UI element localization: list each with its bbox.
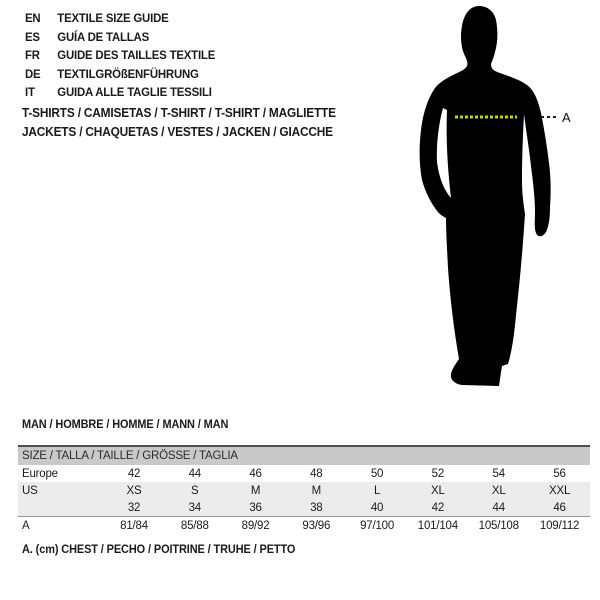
size-cell: 48 <box>310 467 323 480</box>
size-cell: 93/96 <box>286 517 347 535</box>
size-cell: 81/84 <box>104 517 165 535</box>
row-label: US <box>18 482 104 499</box>
language-row <box>25 46 215 65</box>
size-cell: 36 <box>225 499 286 517</box>
size-cell: 46 <box>529 499 590 517</box>
size-cell: 56 <box>553 467 566 480</box>
section-title-man: MAN / HOMBRE / HOMME / MANN / MAN <box>22 419 229 431</box>
size-cell: 109/112 <box>529 517 590 535</box>
size-cell: S <box>164 482 225 499</box>
size-cell: XL <box>407 482 468 499</box>
row-label: Europe <box>22 467 58 480</box>
language-code: IT <box>25 85 35 99</box>
size-cell: 50 <box>370 467 384 480</box>
measurement-footnote: A. (cm) CHEST / PECHO / POITRINE / TRUHE / PETTO <box>22 544 296 556</box>
language-code: FR <box>25 48 40 62</box>
language-code: ES <box>25 29 40 44</box>
size-cell: 42 <box>127 467 141 480</box>
size-table-header-row <box>18 446 590 465</box>
size-cell: XL <box>468 482 529 499</box>
size-table <box>18 445 590 534</box>
language-code: EN <box>25 11 41 25</box>
man-silhouette-svg <box>405 0 580 400</box>
size-cell: 54 <box>492 467 505 480</box>
language-list <box>25 9 215 102</box>
size-cell: 46 <box>249 467 262 480</box>
measure-label-a: A <box>562 110 571 125</box>
language-label: GUIDE DES TAILLES TEXTILE <box>57 48 216 62</box>
size-cell: 40 <box>347 499 408 517</box>
language-row <box>25 28 215 47</box>
size-cell: 105/108 <box>468 517 529 535</box>
language-row <box>25 9 215 28</box>
size-cell: 44 <box>188 467 201 480</box>
size-cell: 32 <box>104 499 165 517</box>
language-label: GUÍA DE TALLAS <box>57 29 150 44</box>
size-table-header: SIZE / TALLA / TAILLE / GRÖSSE / TAGLIA <box>18 446 590 465</box>
language-row <box>25 65 215 84</box>
language-row <box>25 83 215 102</box>
size-cell: M <box>286 482 347 499</box>
size-cell: 42 <box>407 499 468 517</box>
language-code: DE <box>25 66 41 81</box>
size-cell: 34 <box>164 499 225 517</box>
category-line-jackets: JACKETS / CHAQUETAS / VESTES / JACKEN / GIACCHE <box>22 125 333 139</box>
category-line-tshirts: T-SHIRTS / CAMISETAS / T-SHIRT / T-SHIRT / MAGLIETTE <box>22 106 336 120</box>
size-cell: M <box>225 482 286 499</box>
size-cell: 38 <box>286 499 347 517</box>
size-cell: L <box>347 482 408 499</box>
size-cell: XXL <box>529 482 590 499</box>
size-cell: 52 <box>431 467 445 480</box>
table-row-europe <box>18 465 590 482</box>
man-silhouette-figure <box>405 0 580 400</box>
category-titles <box>22 104 336 142</box>
language-label: TEXTILE SIZE GUIDE <box>57 11 169 25</box>
row-label: A <box>18 517 104 535</box>
size-cell: XS <box>104 482 165 499</box>
language-label: GUIDA ALLE TAGLIE TESSILI <box>57 85 212 99</box>
language-label: TEXTILGRÖßENFÜHRUNG <box>57 66 199 81</box>
table-row-chest-a <box>18 517 590 535</box>
size-cell: 97/100 <box>347 517 408 535</box>
size-cell: 89/92 <box>225 517 286 535</box>
size-cell: 85/88 <box>164 517 225 535</box>
size-cell: 101/104 <box>407 517 468 535</box>
size-cell: 44 <box>468 499 529 517</box>
table-row-us <box>18 482 590 499</box>
man-silhouette <box>420 6 551 386</box>
table-row-numeric <box>18 499 590 517</box>
row-label <box>18 499 104 517</box>
